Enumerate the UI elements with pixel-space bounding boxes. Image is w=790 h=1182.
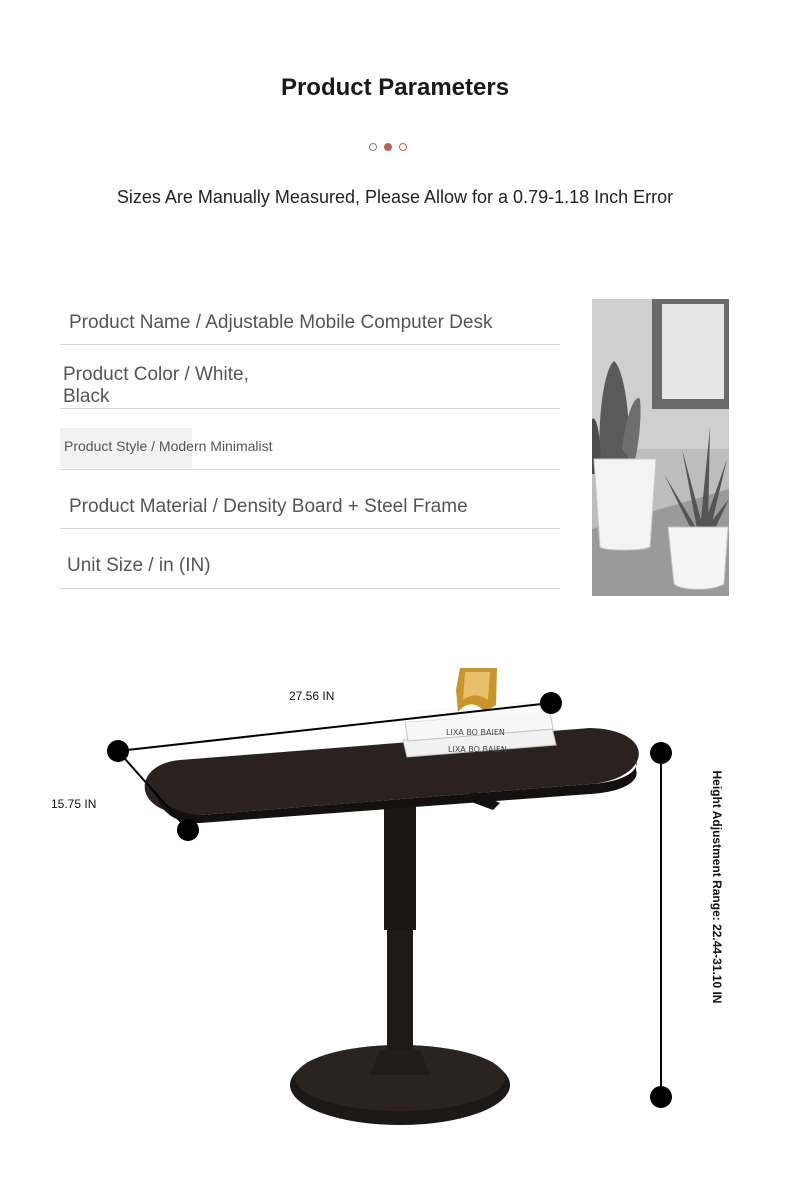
desk-column-lower <box>387 925 413 1055</box>
dim-point-depth <box>177 819 199 841</box>
param-text: Product Style / Modern Minimalist <box>64 438 273 454</box>
dim-point-width-right <box>540 692 562 714</box>
plant-photo <box>592 299 729 596</box>
divider <box>60 344 560 345</box>
divider <box>60 528 560 529</box>
depth-label: 15.75 IN <box>51 797 97 811</box>
desk-diagram <box>0 640 790 1180</box>
param-row-material <box>60 494 560 530</box>
plant-illustration <box>592 299 729 596</box>
divider <box>60 408 560 409</box>
carousel-indicator <box>366 143 414 155</box>
width-label: 27.56 IN <box>289 689 335 703</box>
param-text: Product Name / Adjustable Mobile Computer Desk <box>69 312 493 333</box>
param-row-name <box>60 310 560 346</box>
param-text: Unit Size / in (IN) <box>67 555 211 576</box>
param-row-color <box>60 362 560 410</box>
indicator-dot <box>399 143 407 151</box>
divider <box>60 469 560 470</box>
param-text: Product Material / Density Board + Steel Frame <box>69 496 468 517</box>
measurement-note: Sizes Are Manually Measured, Please Allow for a 0.79-1.18 Inch Error <box>116 187 674 207</box>
indicator-dot-active <box>384 143 392 151</box>
divider <box>60 588 560 589</box>
dim-point-height-bottom <box>650 1086 672 1108</box>
param-text: Product Color / White, Black <box>63 364 249 407</box>
desk-column-upper <box>384 805 416 930</box>
param-row-size <box>60 553 560 591</box>
param-row-style <box>60 428 560 470</box>
book-spine-text-lower: LIXA BO BAIEN <box>448 745 507 754</box>
dim-point-height-top <box>650 742 672 764</box>
book-spine-text-upper: LIXA BO BAIEN <box>446 728 505 737</box>
page-title: Product Parameters <box>280 74 510 101</box>
indicator-dot <box>369 143 377 151</box>
height-label: Height Adjustment Range: 22.44-31.10 IN <box>710 770 724 1004</box>
